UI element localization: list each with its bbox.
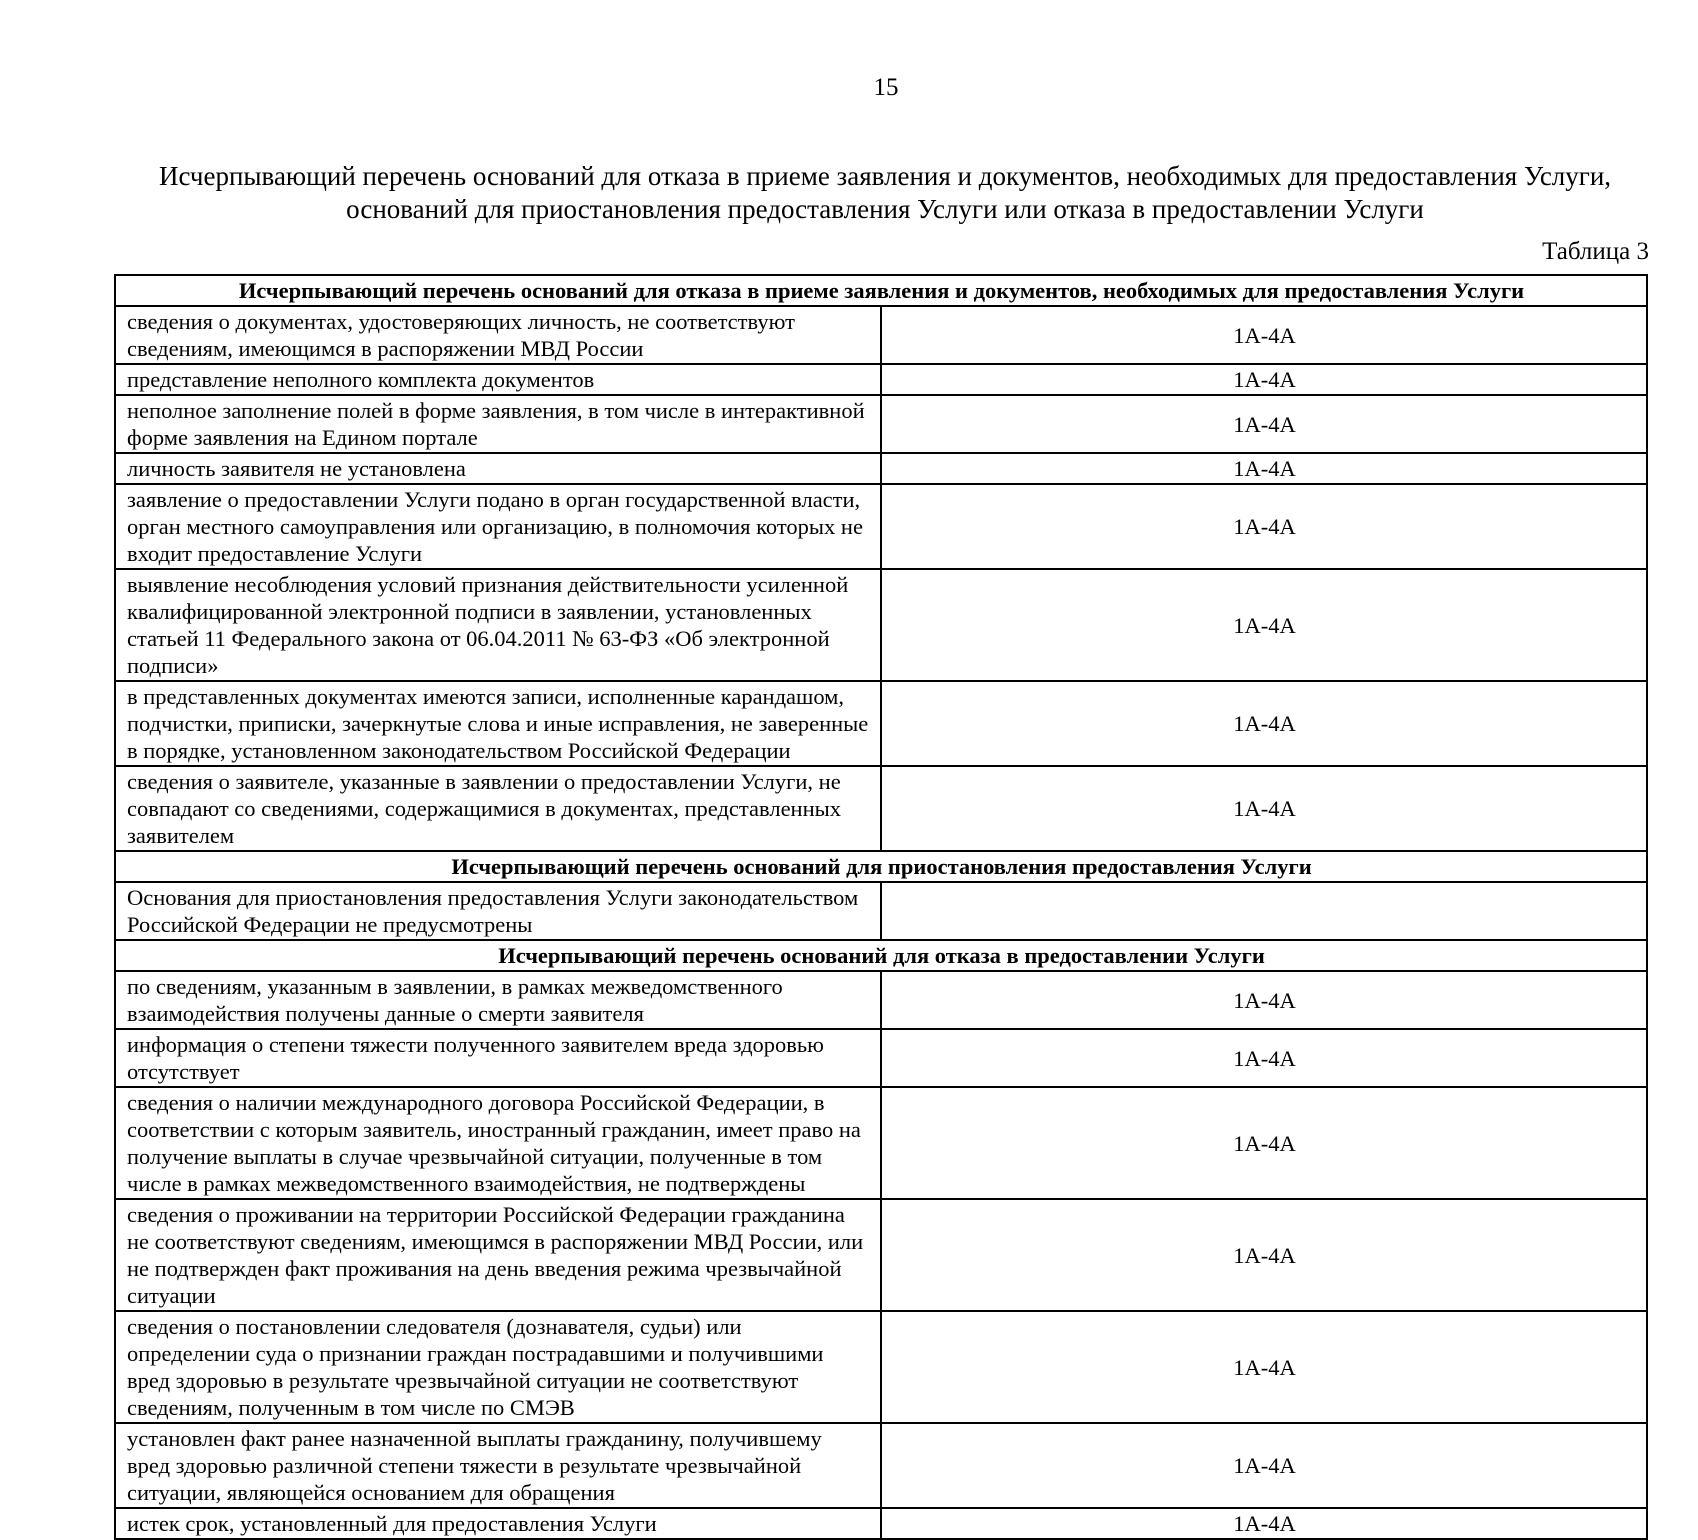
ground-text-cell: сведения о заявителе, указанные в заявлении о предоставлении Услуги, не совпадают со сведениями, содержащимися в документах, представленных заявителем (115, 766, 881, 851)
ground-text-cell: информация о степени тяжести полученного заявителем вреда здоровью отсутствует (115, 1029, 881, 1087)
ground-text-cell: неполное заполнение полей в форме заявления, в том числе в интерактивной форме заявления на Едином портале (115, 395, 881, 453)
table-row (115, 395, 1647, 453)
section-header-row (115, 940, 1647, 971)
ground-code-cell: 1А-4А (881, 1423, 1647, 1508)
ground-code-cell: 1А-4А (881, 306, 1647, 364)
ground-code-cell: 1А-4А (881, 364, 1647, 395)
table-row (115, 453, 1647, 484)
section-header: Исчерпывающий перечень оснований для приостановления предоставления Услуги (115, 851, 1647, 882)
ground-text-cell: выявление несоблюдения условий признания действительности усиленной квалифицированной электронной подписи в заявлении, установленных статьей 11 Федерального закона от 06.04.2011 № 63-ФЗ «Об электронной подписи» (115, 569, 881, 681)
table-row (115, 882, 1647, 940)
ground-code-cell: 1А-4А (881, 569, 1647, 681)
ground-text-cell: сведения о документах, удостоверяющих личность, не соответствуют сведениям, имеющимся в распоряжении МВД России (115, 306, 881, 364)
ground-code-cell: 1А-4А (881, 1029, 1647, 1087)
ground-code-cell: 1А-4А (881, 1087, 1647, 1199)
table-row (115, 364, 1647, 395)
ground-text-cell: в представленных документах имеются записи, исполненные карандашом, подчистки, приписки, зачеркнутые слова и иные исправления, не заверенные в порядке, установленном законодательством Российской Федерации (115, 681, 881, 766)
ground-code-cell: 1А-4А (881, 1508, 1647, 1539)
table-row (115, 1029, 1647, 1087)
ground-code-cell: 1А-4А (881, 453, 1647, 484)
table-row (115, 484, 1647, 569)
ground-code-cell: 1А-4А (881, 1311, 1647, 1423)
section-header: Исчерпывающий перечень оснований для отказа в приеме заявления и документов, необходимых для предоставления Услуги (115, 275, 1647, 306)
ground-code-cell: 1А-4А (881, 766, 1647, 851)
table-caption: Таблица 3 (1542, 238, 1649, 265)
section-header-row (115, 851, 1647, 882)
ground-text-cell: сведения о проживании на территории Российской Федерации гражданина не соответствуют сведениям, имеющимся в распоряжении МВД России, или не подтвержден факт проживания на день введения режима чрезвычайной ситуации (115, 1199, 881, 1311)
table-row (115, 766, 1647, 851)
table-row (115, 1508, 1647, 1539)
table-row (115, 569, 1647, 681)
table-row (115, 1311, 1647, 1423)
page-number: 15 (873, 74, 899, 101)
ground-code-cell: 1А-4А (881, 1199, 1647, 1311)
document-title: Исчерпывающий перечень оснований для отказа в приеме заявления и документов, необходимых для предоставления Услуги, оснований для приостановления предоставления Услуги или отказа в предоставлении Услуги (158, 161, 1612, 224)
grounds-table-body (115, 275, 1647, 1539)
table-row (115, 1423, 1647, 1508)
ground-text-cell: сведения о постановлении следователя (дознавателя, судьи) или определении суда о признании граждан пострадавшими и получившими вред здоровью в результате чрезвычайной ситуации не соответствуют сведениям, полученным в том числе по СМЭВ (115, 1311, 881, 1423)
ground-text-cell: по сведениям, указанным в заявлении, в рамках межведомственного взаимодействия получены данные о смерти заявителя (115, 971, 881, 1029)
ground-text-cell: заявление о предоставлении Услуги подано в орган государственной власти, орган местного самоуправления или организацию, в полномочия которых не входит предоставление Услуги (115, 484, 881, 569)
table-row (115, 971, 1647, 1029)
table-row (115, 1087, 1647, 1199)
table-row (115, 306, 1647, 364)
section-header-row (115, 275, 1647, 306)
section-header: Исчерпывающий перечень оснований для отказа в предоставлении Услуги (115, 940, 1647, 971)
ground-text-cell: истек срок, установленный для предоставления Услуги (115, 1508, 881, 1539)
table-row (115, 681, 1647, 766)
ground-code-cell (881, 882, 1647, 940)
ground-text-cell: представление неполного комплекта документов (115, 364, 881, 395)
ground-text-cell: сведения о наличии международного договора Российской Федерации, в соответствии с которым заявитель, иностранный гражданин, имеет право на получение выплаты в случае чрезвычайной ситуации, полученные в том числе в рамках межведомственного взаимодействия, не подтверждены (115, 1087, 881, 1199)
table-row (115, 1199, 1647, 1311)
ground-code-cell: 1А-4А (881, 681, 1647, 766)
grounds-table (114, 274, 1648, 1540)
ground-code-cell: 1А-4А (881, 395, 1647, 453)
ground-code-cell: 1А-4А (881, 484, 1647, 569)
ground-code-cell: 1А-4А (881, 971, 1647, 1029)
ground-text-cell: установлен факт ранее назначенной выплаты гражданину, получившему вред здоровью различной степени тяжести в результате чрезвычайной ситуации, являющейся основанием для обращения (115, 1423, 881, 1508)
ground-text-cell: личность заявителя не установлена (115, 453, 881, 484)
ground-text-cell: Основания для приостановления предоставления Услуги законодательством Российской Федерации не предусмотрены (115, 882, 881, 940)
